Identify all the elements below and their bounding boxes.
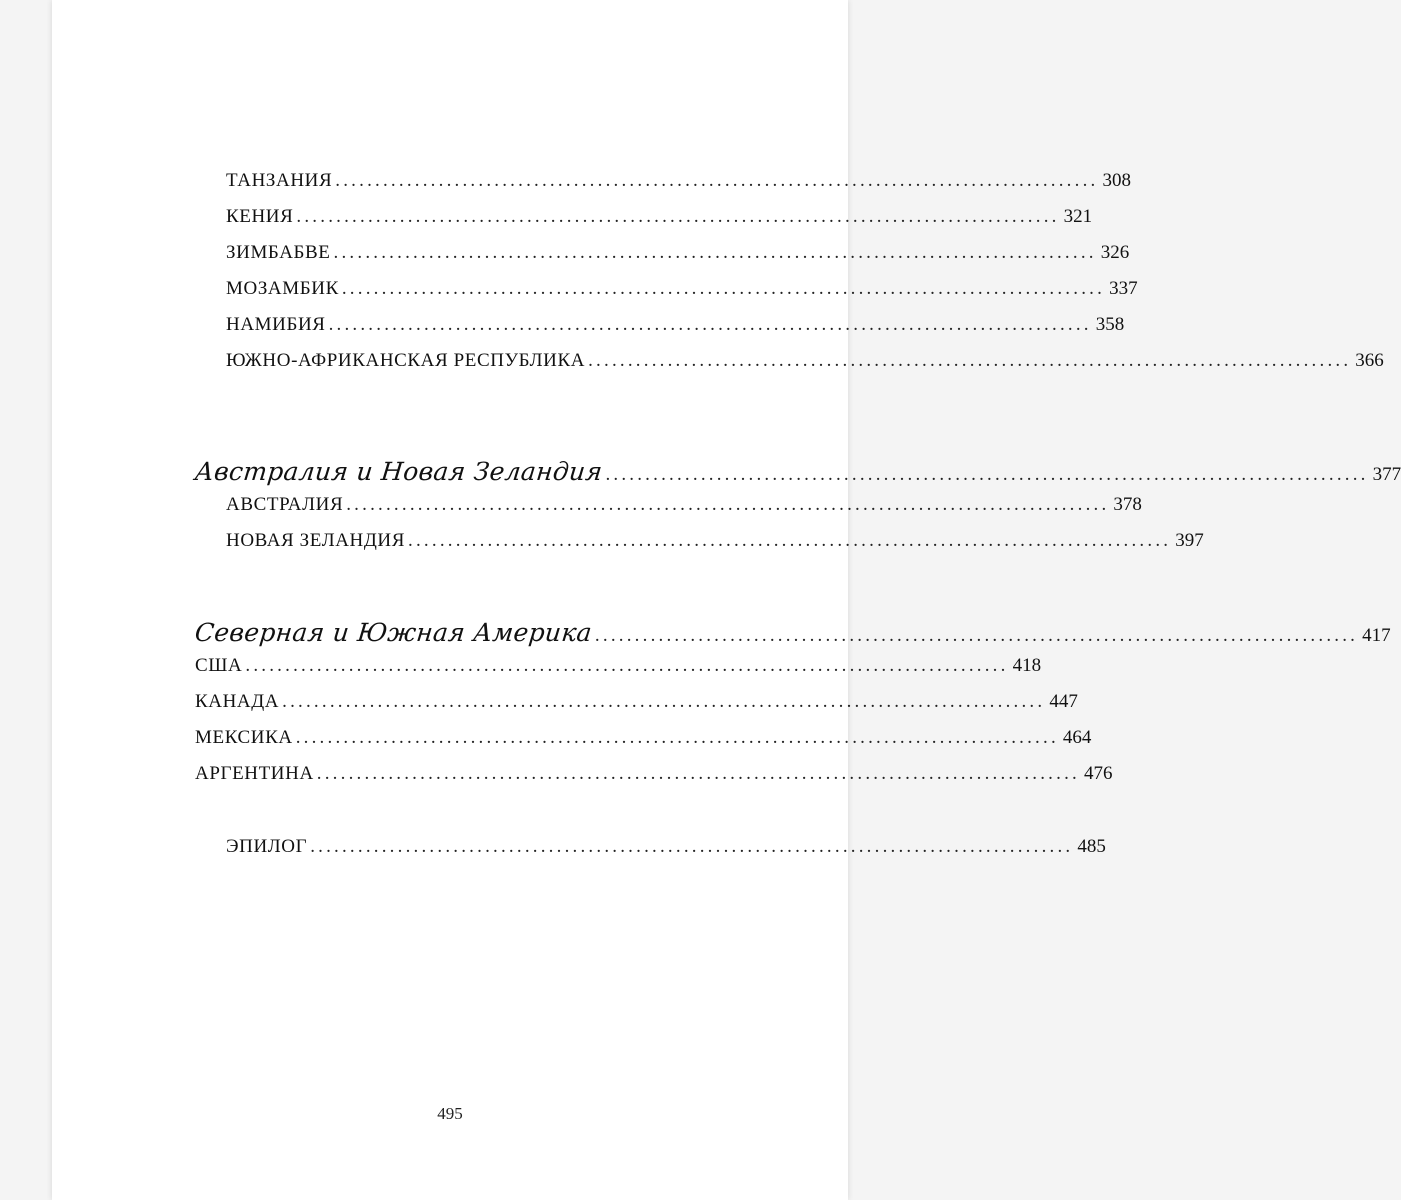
- toc-entry-page: 418: [1012, 655, 1042, 676]
- toc-entry-page: 321: [1063, 206, 1093, 227]
- toc-entry-page: 485: [1077, 836, 1106, 857]
- toc-entry-page: 366: [1355, 350, 1384, 371]
- toc-entry-title: НАМИБИЯ: [226, 314, 326, 335]
- toc-entry-title: МЕКСИКА: [195, 727, 293, 748]
- toc-entry-title: АРГЕНТИНА: [195, 763, 314, 784]
- toc-entry-page: 417: [1362, 625, 1391, 646]
- toc-entry-page: 326: [1100, 242, 1130, 263]
- toc-entry-title: НОВАЯ ЗЕЛАНДИЯ: [226, 530, 406, 551]
- dot-leader: ................................................................................................: [295, 727, 1059, 748]
- toc-section-title: Австралия и Новая Зеландия: [193, 457, 604, 486]
- toc-entry-page: 337: [1109, 278, 1138, 299]
- toc-entry-title: США: [195, 655, 243, 676]
- toc-entry-page: 447: [1049, 691, 1078, 712]
- toc-entry-title: АВСТРАЛИЯ: [226, 494, 344, 515]
- toc-entry-namibia: [226, 314, 1125, 342]
- dot-leader: ................................................................................................: [333, 242, 1097, 263]
- dot-leader: ................................................................................................: [605, 464, 1369, 485]
- toc-entry-title: КАНАДА: [195, 691, 280, 712]
- toc-entry-epilogue: [226, 836, 1106, 864]
- toc-entry-title: КЕНИЯ: [226, 206, 294, 227]
- toc-entry-page: 476: [1083, 763, 1113, 784]
- dot-leader: ................................................................................................: [588, 350, 1352, 371]
- dot-leader: ................................................................................................: [282, 691, 1046, 712]
- toc-section-title: Северная и Южная Америка: [193, 618, 594, 647]
- toc-section-americas: [193, 618, 1391, 647]
- toc-entry-page: 308: [1102, 170, 1131, 191]
- toc-entry-argentina: [195, 763, 1113, 791]
- dot-leader: ................................................................................................: [341, 278, 1106, 299]
- toc-entry-title: ЗИМБАБВЕ: [226, 242, 331, 263]
- toc-entry-title: ТАНЗАНИЯ: [226, 170, 333, 191]
- toc-entry-page: 464: [1062, 727, 1092, 748]
- toc-entry-australia: [226, 494, 1142, 522]
- toc-entry-tanzania: [226, 170, 1131, 198]
- toc-entry-new-zealand: [226, 530, 1204, 558]
- toc-entry-title: ЮЖНО-АФРИКАНСКАЯ РЕСПУБЛИКА: [226, 350, 586, 371]
- toc-entry-mexico: [195, 727, 1092, 755]
- dot-leader: ................................................................................................: [245, 655, 1009, 676]
- page-number: 495: [437, 1104, 463, 1123]
- dot-leader: ................................................................................................: [408, 530, 1172, 551]
- dot-leader: ................................................................................................: [594, 625, 1359, 646]
- toc-entry-page: 397: [1175, 530, 1204, 551]
- dot-leader: ................................................................................................: [310, 836, 1074, 857]
- toc-entry-mozambique: [226, 278, 1138, 306]
- toc-section-australia-nz: [193, 457, 1401, 486]
- toc-entry-page: 358: [1095, 314, 1125, 335]
- dot-leader: ................................................................................................: [316, 763, 1080, 784]
- toc-entry-kenya: [226, 206, 1093, 234]
- toc-entry-page: 377: [1372, 464, 1401, 485]
- toc-entry-usa: [195, 655, 1042, 683]
- dot-leader: ................................................................................................: [296, 206, 1060, 227]
- dot-leader: ................................................................................................: [328, 314, 1092, 335]
- dot-leader: ................................................................................................: [335, 170, 1099, 191]
- toc-entry-page: 378: [1113, 494, 1142, 515]
- toc-entry-title: ЭПИЛОГ: [226, 836, 308, 857]
- dot-leader: ................................................................................................: [346, 494, 1110, 515]
- toc-entry-south-africa: [226, 350, 1384, 378]
- toc-entry-zimbabwe: [226, 242, 1130, 270]
- toc-entry-canada: [195, 691, 1078, 719]
- toc-entry-title: МОЗАМБИК: [226, 278, 339, 299]
